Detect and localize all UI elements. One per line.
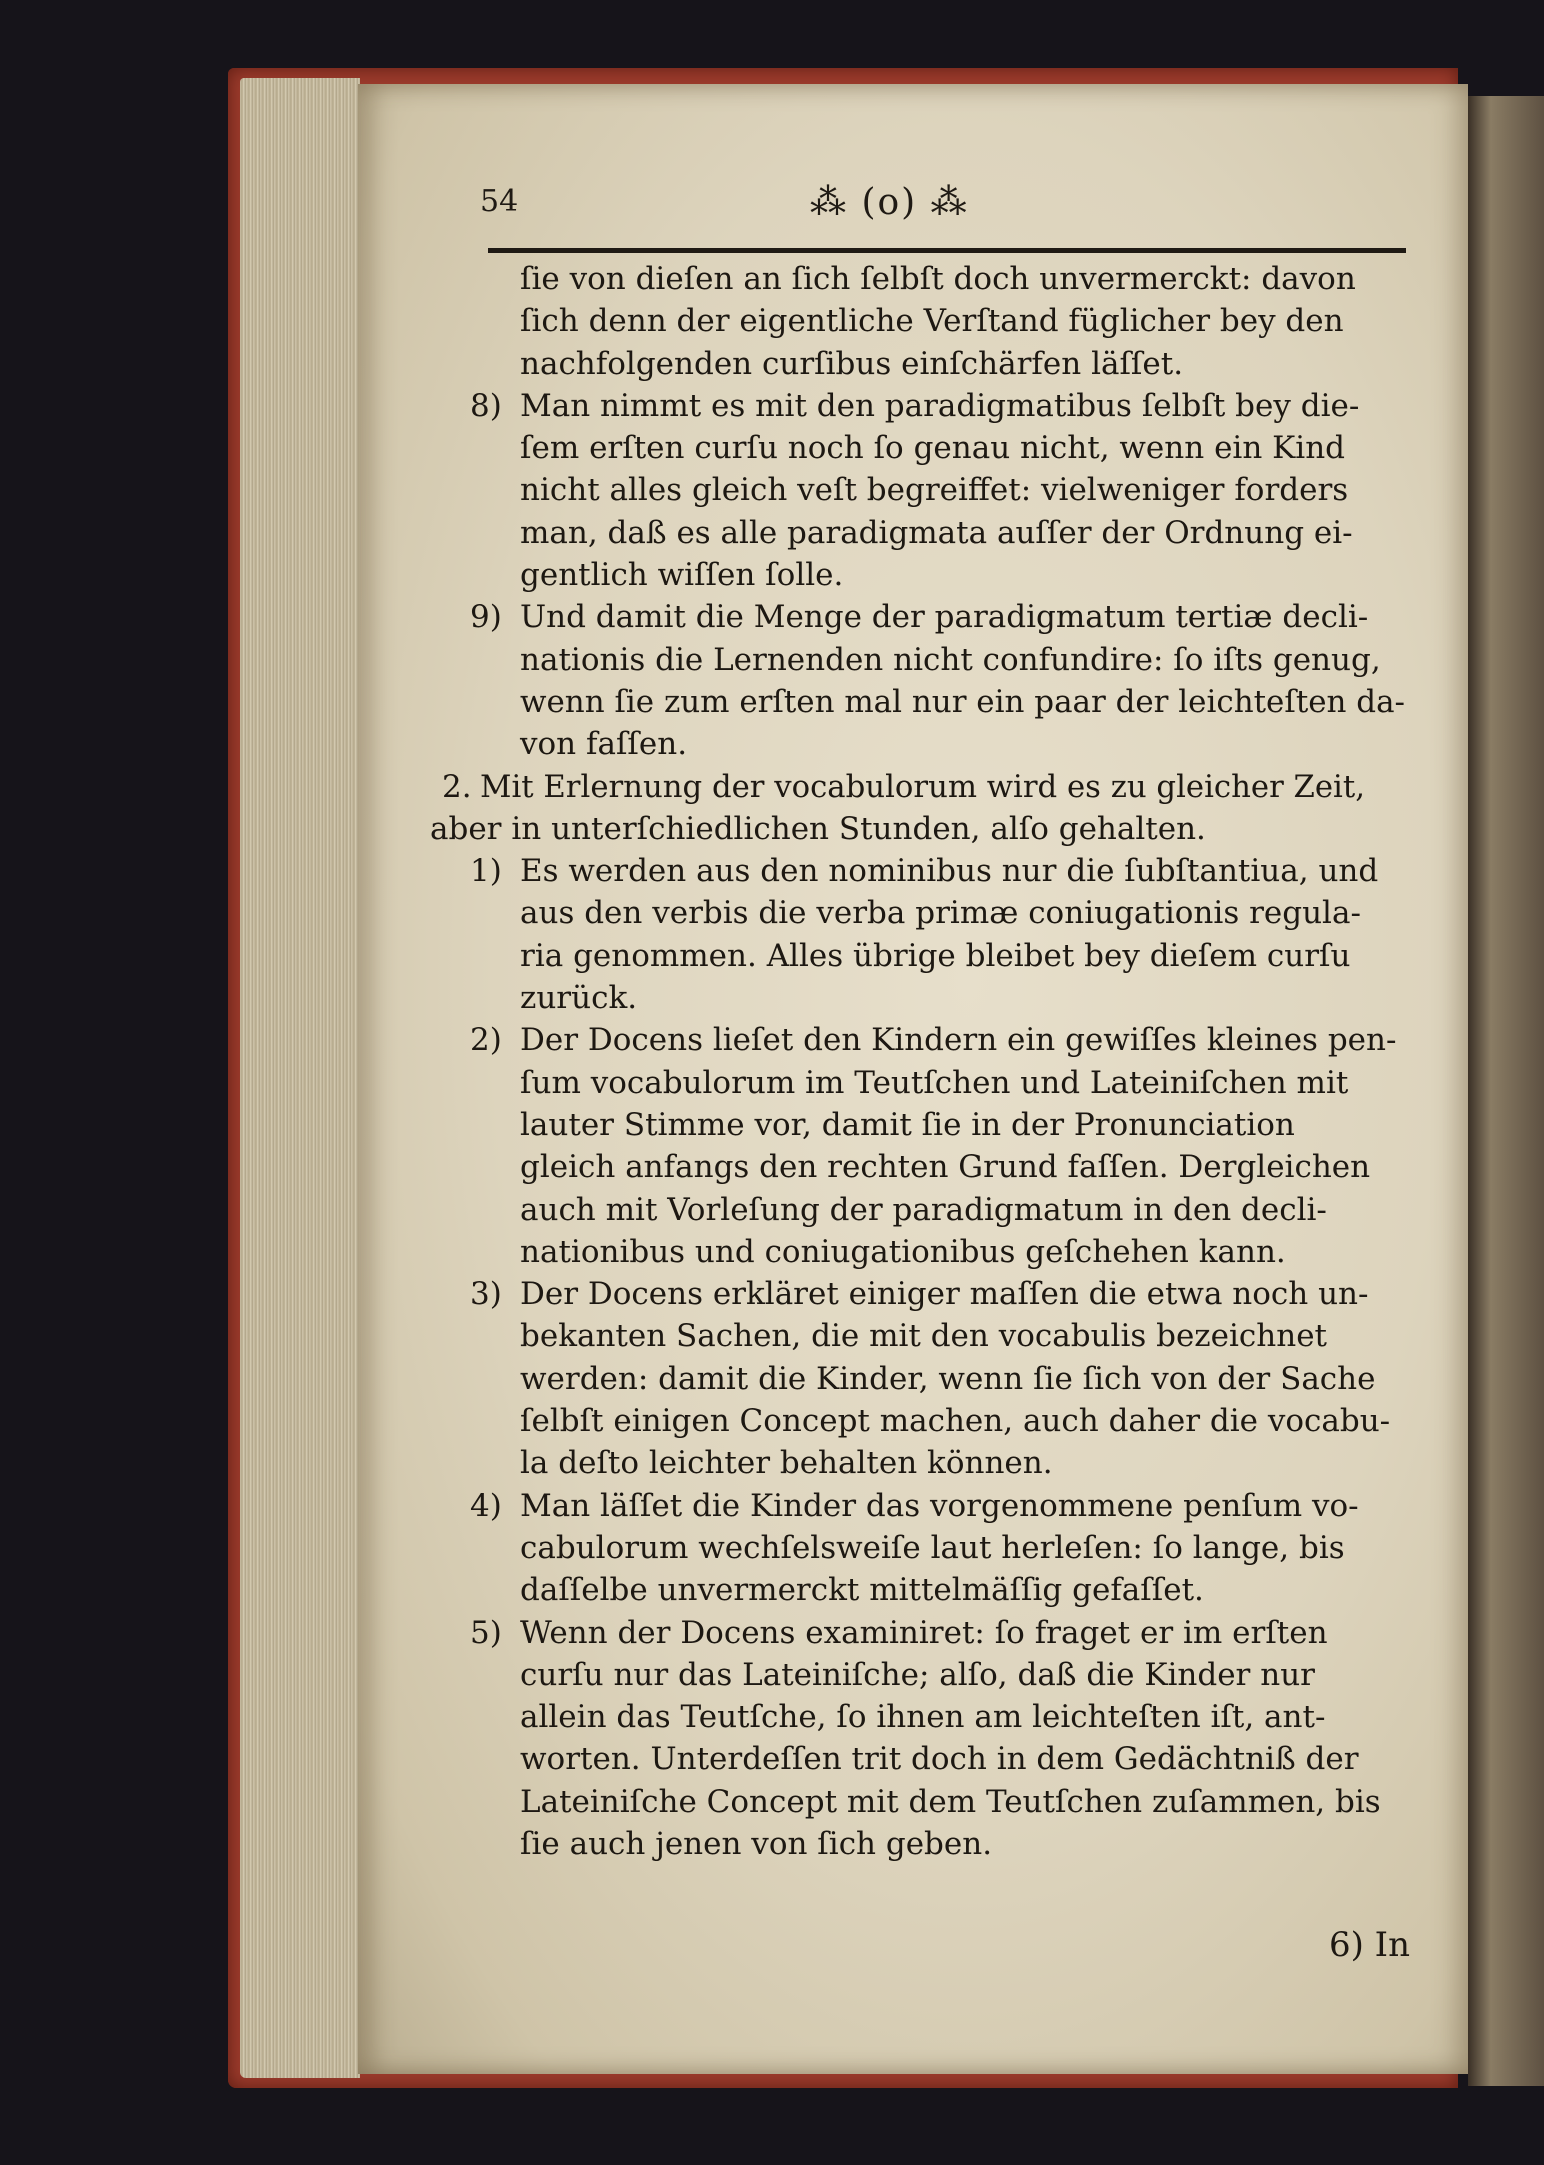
line-text: Der Docens erkläret einiger maſſen die etwa noch un- <box>520 1276 1369 1313</box>
text-line <box>520 1104 1410 1146</box>
item-marker: 1) <box>470 853 502 890</box>
facing-page-edge <box>1468 96 1544 2086</box>
line-text: man, daß es alle paradigmata auſſer der Ordnung ei- <box>520 514 1353 551</box>
text-line <box>520 1442 1410 1484</box>
text-line <box>520 554 1410 596</box>
line-text: bekanten Sachen, die mit den vocabulis bezeichnet <box>520 1318 1327 1355</box>
line-text: ſie auch jenen von ſich geben. <box>520 1825 993 1862</box>
text-line <box>520 343 1410 385</box>
text-line <box>442 766 1410 808</box>
text-line <box>520 1358 1410 1400</box>
line-text: werden: damit die Kinder, wenn ſie ſich von der Sache <box>520 1360 1376 1397</box>
page-number: 54 <box>480 184 519 219</box>
item-marker: 2. <box>442 768 472 805</box>
line-text: Man läſſet die Kinder das vorgenommene penſum vo- <box>520 1487 1359 1524</box>
page-header <box>480 182 1410 242</box>
text-line <box>520 512 1410 554</box>
text-line <box>520 681 1410 723</box>
text-line <box>520 977 1410 1019</box>
text-line <box>520 1696 1410 1738</box>
text-line <box>470 385 1410 427</box>
line-text: gleich anfangs den rechten Grund faſſen. Dergleichen <box>520 1149 1371 1186</box>
text-line <box>470 1612 1410 1654</box>
line-text: gentlich wiſſen ſolle. <box>520 557 844 594</box>
page-edges <box>240 78 360 2078</box>
text-line <box>470 1019 1410 1061</box>
line-text: nicht alles gleich veſt begreiffet: vielweniger forders <box>520 472 1349 509</box>
item-marker: 5) <box>470 1614 502 1651</box>
line-text: aber in unterſchiedlichen Stunden, alſo gehalten. <box>430 810 1206 847</box>
text-line <box>520 1569 1410 1611</box>
text-line <box>520 639 1410 681</box>
line-text: wenn ſie zum erſten mal nur ein paar der leichteſten da- <box>520 683 1405 720</box>
line-text: ſich denn der eigentliche Verſtand füglicher bey den <box>520 303 1344 340</box>
line-text: Der Docens lieſet den Kindern ein gewiſſes kleines pen- <box>520 1022 1397 1059</box>
line-text: ſie von dieſen an ſich ſelbſt doch unvermerckt: davon <box>520 261 1356 297</box>
text-line <box>520 469 1410 511</box>
text-line <box>520 1146 1410 1188</box>
line-text: zurück. <box>520 980 638 1017</box>
line-text: lauter Stimme vor, damit ſie in der Pronunciation <box>520 1106 1295 1143</box>
text-line <box>520 1400 1410 1442</box>
text-line <box>520 892 1410 934</box>
line-text: auch mit Vorleſung der paradigmatum in den decli- <box>520 1191 1327 1228</box>
text-line <box>520 1781 1410 1823</box>
text-line <box>520 1315 1410 1357</box>
text-line <box>520 1654 1410 1696</box>
text-line <box>470 596 1410 638</box>
text-line <box>520 935 1410 977</box>
line-text: ſelbſt einigen Concept machen, auch daher die vocabu- <box>520 1403 1391 1440</box>
line-text: Lateiniſche Concept mit dem Teutſchen zuſammen, bis <box>520 1783 1381 1820</box>
line-text: cabulorum wechſelsweiſe laut herleſen: ſo lange, bis <box>520 1529 1345 1566</box>
line-text: nationis die Lernenden nicht confundire: ſo iſts genug, <box>520 641 1381 678</box>
text-line <box>520 1062 1410 1104</box>
line-text: daſſelbe unvermerckt mittelmäſſig gefaſſet. <box>520 1572 1204 1609</box>
text-line <box>520 258 1410 300</box>
text-line <box>520 1823 1410 1865</box>
line-text: allein das Teutſche, ſo ihnen am leichteſten iſt, ant- <box>520 1699 1326 1736</box>
item-marker: 4) <box>470 1487 502 1524</box>
text-line <box>520 1527 1410 1569</box>
line-text: ria genommen. Alles übrige bleibet bey dieſem curſu <box>520 937 1351 974</box>
line-text: ſem erſten curſu noch ſo genau nicht, wenn ein Kind <box>520 430 1346 467</box>
text-line <box>430 808 1410 850</box>
item-marker: 2) <box>470 1022 502 1059</box>
text-line <box>470 1485 1410 1527</box>
catchword: 6) In <box>1328 1925 1410 1965</box>
text-line <box>470 1273 1410 1315</box>
text-line <box>520 300 1410 342</box>
line-text: Man nimmt es mit den paradigmatibus ſelbſt bey die- <box>520 387 1360 424</box>
line-text: Es werden aus den nominibus nur die ſubſtantiua, und <box>520 853 1379 890</box>
text-line <box>520 1189 1410 1231</box>
line-text: Und damit die Menge der paradigmatum tertiæ decli- <box>520 599 1369 636</box>
line-text: nachfolgenden curſibus einſchärfen läſſet. <box>520 345 1184 382</box>
line-text: curſu nur das Lateiniſche; alſo, daß die Kinder nur <box>520 1656 1315 1693</box>
page-text <box>430 258 1410 1865</box>
line-text: nationibus und coniugationibus geſchehen kann. <box>520 1233 1286 1270</box>
item-marker: 3) <box>470 1276 502 1313</box>
line-text: Wenn der Docens examiniret: ſo fraget er im erſten <box>520 1614 1328 1651</box>
header-ornament: ⁂ (o) ⁂ <box>810 182 969 223</box>
item-marker: 9) <box>470 599 502 636</box>
line-text: worten. Unterdeſſen trit doch in dem Gedächtniß der <box>520 1741 1359 1778</box>
text-line <box>520 427 1410 469</box>
header-rule <box>488 248 1406 253</box>
line-text: Mit Erlernung der vocabulorum wird es zu gleicher Zeit, <box>480 768 1365 805</box>
text-line <box>520 723 1410 765</box>
text-line <box>520 1231 1410 1273</box>
line-text: la deſto leichter behalten können. <box>520 1445 1053 1482</box>
text-line <box>470 850 1410 892</box>
line-text: von faſſen. <box>520 726 688 763</box>
line-text: aus den verbis die verba primæ coniugationis regula- <box>520 895 1361 932</box>
line-text: ſum vocabulorum im Teutſchen und Lateiniſchen mit <box>520 1064 1349 1101</box>
item-marker: 8) <box>470 387 502 424</box>
text-line <box>520 1738 1410 1780</box>
